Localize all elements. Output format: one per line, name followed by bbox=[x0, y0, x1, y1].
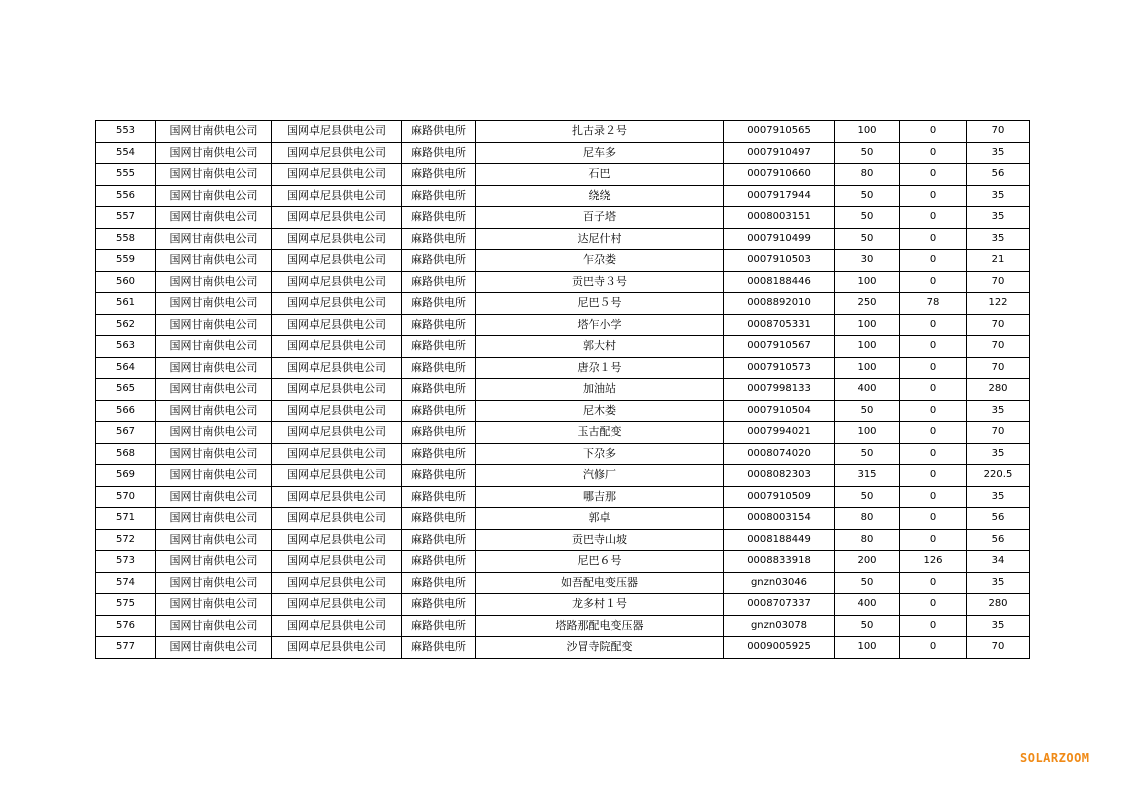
used-cell: 0 bbox=[900, 250, 967, 272]
transformer-name-cell: 郭卓 bbox=[476, 508, 724, 530]
company-cell: 国网甘南供电公司 bbox=[156, 443, 272, 465]
transformer-name-cell: 塔路那配电变压器 bbox=[476, 615, 724, 637]
capacity-cell: 100 bbox=[835, 357, 900, 379]
capacity-cell: 200 bbox=[835, 551, 900, 573]
available-cell: 35 bbox=[967, 486, 1030, 508]
table-row bbox=[96, 271, 1030, 293]
company-cell: 国网甘南供电公司 bbox=[156, 572, 272, 594]
transformer-name-cell: 百子塔 bbox=[476, 207, 724, 229]
transformer-name-cell: 扎古录２号 bbox=[476, 121, 724, 143]
company-cell: 国网甘南供电公司 bbox=[156, 594, 272, 616]
capacity-cell: 50 bbox=[835, 185, 900, 207]
capacity-cell: 400 bbox=[835, 379, 900, 401]
county-company-cell: 国网卓尼县供电公司 bbox=[272, 422, 402, 444]
available-cell: 35 bbox=[967, 400, 1030, 422]
used-cell: 0 bbox=[900, 185, 967, 207]
capacity-cell: 100 bbox=[835, 422, 900, 444]
meter-id-cell: 0008892010 bbox=[724, 293, 835, 315]
used-cell: 0 bbox=[900, 594, 967, 616]
meter-id-cell: 0007910565 bbox=[724, 121, 835, 143]
table-row bbox=[96, 551, 1030, 573]
row-index: 570 bbox=[96, 486, 156, 508]
available-cell: 35 bbox=[967, 207, 1030, 229]
row-index: 577 bbox=[96, 637, 156, 659]
used-cell: 0 bbox=[900, 314, 967, 336]
meter-id-cell: 0007910660 bbox=[724, 164, 835, 186]
station-cell: 麻路供电所 bbox=[402, 486, 476, 508]
table-row bbox=[96, 486, 1030, 508]
county-company-cell: 国网卓尼县供电公司 bbox=[272, 164, 402, 186]
row-index: 564 bbox=[96, 357, 156, 379]
available-cell: 35 bbox=[967, 572, 1030, 594]
county-company-cell: 国网卓尼县供电公司 bbox=[272, 142, 402, 164]
company-cell: 国网甘南供电公司 bbox=[156, 637, 272, 659]
station-cell: 麻路供电所 bbox=[402, 594, 476, 616]
company-cell: 国网甘南供电公司 bbox=[156, 142, 272, 164]
table-row bbox=[96, 121, 1030, 143]
company-cell: 国网甘南供电公司 bbox=[156, 486, 272, 508]
used-cell: 0 bbox=[900, 465, 967, 487]
used-cell: 0 bbox=[900, 529, 967, 551]
station-cell: 麻路供电所 bbox=[402, 422, 476, 444]
table-row bbox=[96, 443, 1030, 465]
station-cell: 麻路供电所 bbox=[402, 164, 476, 186]
station-cell: 麻路供电所 bbox=[402, 400, 476, 422]
meter-id-cell: 0007910509 bbox=[724, 486, 835, 508]
table-row bbox=[96, 572, 1030, 594]
row-index: 566 bbox=[96, 400, 156, 422]
row-index: 559 bbox=[96, 250, 156, 272]
available-cell: 280 bbox=[967, 379, 1030, 401]
meter-id-cell: 0007910503 bbox=[724, 250, 835, 272]
available-cell: 70 bbox=[967, 637, 1030, 659]
row-index: 574 bbox=[96, 572, 156, 594]
used-cell: 0 bbox=[900, 443, 967, 465]
table-row bbox=[96, 250, 1030, 272]
capacity-cell: 50 bbox=[835, 228, 900, 250]
station-cell: 麻路供电所 bbox=[402, 314, 476, 336]
watermark-logo: SOLARZOOM bbox=[1020, 751, 1090, 765]
capacity-cell: 50 bbox=[835, 443, 900, 465]
table-row bbox=[96, 594, 1030, 616]
company-cell: 国网甘南供电公司 bbox=[156, 465, 272, 487]
available-cell: 70 bbox=[967, 357, 1030, 379]
capacity-cell: 250 bbox=[835, 293, 900, 315]
row-index: 565 bbox=[96, 379, 156, 401]
row-index: 558 bbox=[96, 228, 156, 250]
company-cell: 国网甘南供电公司 bbox=[156, 379, 272, 401]
row-index: 576 bbox=[96, 615, 156, 637]
table-row bbox=[96, 637, 1030, 659]
company-cell: 国网甘南供电公司 bbox=[156, 164, 272, 186]
row-index: 573 bbox=[96, 551, 156, 573]
available-cell: 56 bbox=[967, 164, 1030, 186]
transformer-name-cell: 如吾配电变压器 bbox=[476, 572, 724, 594]
transformer-name-cell: 唐尕１号 bbox=[476, 357, 724, 379]
company-cell: 国网甘南供电公司 bbox=[156, 400, 272, 422]
meter-id-cell: 0008833918 bbox=[724, 551, 835, 573]
county-company-cell: 国网卓尼县供电公司 bbox=[272, 314, 402, 336]
company-cell: 国网甘南供电公司 bbox=[156, 357, 272, 379]
capacity-cell: 80 bbox=[835, 164, 900, 186]
available-cell: 70 bbox=[967, 336, 1030, 358]
capacity-cell: 50 bbox=[835, 400, 900, 422]
table-body bbox=[96, 121, 1030, 659]
transformer-name-cell: 贡巴寺山坡 bbox=[476, 529, 724, 551]
transformer-name-cell: 尼车多 bbox=[476, 142, 724, 164]
county-company-cell: 国网卓尼县供电公司 bbox=[272, 336, 402, 358]
used-cell: 0 bbox=[900, 486, 967, 508]
transformer-name-cell: 哪吉那 bbox=[476, 486, 724, 508]
available-cell: 35 bbox=[967, 443, 1030, 465]
company-cell: 国网甘南供电公司 bbox=[156, 293, 272, 315]
row-index: 557 bbox=[96, 207, 156, 229]
used-cell: 0 bbox=[900, 228, 967, 250]
available-cell: 56 bbox=[967, 508, 1030, 530]
available-cell: 220.5 bbox=[967, 465, 1030, 487]
row-index: 571 bbox=[96, 508, 156, 530]
county-company-cell: 国网卓尼县供电公司 bbox=[272, 207, 402, 229]
used-cell: 0 bbox=[900, 400, 967, 422]
meter-id-cell: 0007910499 bbox=[724, 228, 835, 250]
available-cell: 34 bbox=[967, 551, 1030, 573]
company-cell: 国网甘南供电公司 bbox=[156, 529, 272, 551]
used-cell: 0 bbox=[900, 508, 967, 530]
capacity-cell: 100 bbox=[835, 271, 900, 293]
county-company-cell: 国网卓尼县供电公司 bbox=[272, 185, 402, 207]
capacity-cell: 400 bbox=[835, 594, 900, 616]
county-company-cell: 国网卓尼县供电公司 bbox=[272, 465, 402, 487]
county-company-cell: 国网卓尼县供电公司 bbox=[272, 508, 402, 530]
transformer-name-cell: 郭大村 bbox=[476, 336, 724, 358]
table-row bbox=[96, 142, 1030, 164]
row-index: 569 bbox=[96, 465, 156, 487]
station-cell: 麻路供电所 bbox=[402, 293, 476, 315]
available-cell: 70 bbox=[967, 422, 1030, 444]
county-company-cell: 国网卓尼县供电公司 bbox=[272, 271, 402, 293]
station-cell: 麻路供电所 bbox=[402, 529, 476, 551]
transformer-name-cell: 汽修厂 bbox=[476, 465, 724, 487]
row-index: 561 bbox=[96, 293, 156, 315]
station-cell: 麻路供电所 bbox=[402, 207, 476, 229]
meter-id-cell: 0008188446 bbox=[724, 271, 835, 293]
station-cell: 麻路供电所 bbox=[402, 336, 476, 358]
table-row bbox=[96, 164, 1030, 186]
county-company-cell: 国网卓尼县供电公司 bbox=[272, 572, 402, 594]
used-cell: 0 bbox=[900, 121, 967, 143]
station-cell: 麻路供电所 bbox=[402, 615, 476, 637]
used-cell: 0 bbox=[900, 572, 967, 594]
table-row bbox=[96, 465, 1030, 487]
station-cell: 麻路供电所 bbox=[402, 637, 476, 659]
county-company-cell: 国网卓尼县供电公司 bbox=[272, 379, 402, 401]
meter-id-cell: 0007910567 bbox=[724, 336, 835, 358]
transformer-name-cell: 玉古配变 bbox=[476, 422, 724, 444]
meter-id-cell: 0007994021 bbox=[724, 422, 835, 444]
meter-id-cell: 0008707337 bbox=[724, 594, 835, 616]
meter-id-cell: 0008003151 bbox=[724, 207, 835, 229]
available-cell: 35 bbox=[967, 142, 1030, 164]
transformer-name-cell: 沙冒寺院配变 bbox=[476, 637, 724, 659]
table-row bbox=[96, 400, 1030, 422]
transformer-name-cell: 石巴 bbox=[476, 164, 724, 186]
station-cell: 麻路供电所 bbox=[402, 443, 476, 465]
used-cell: 0 bbox=[900, 422, 967, 444]
table-row bbox=[96, 508, 1030, 530]
row-index: 560 bbox=[96, 271, 156, 293]
available-cell: 70 bbox=[967, 271, 1030, 293]
transformer-name-cell: 下尕多 bbox=[476, 443, 724, 465]
row-index: 555 bbox=[96, 164, 156, 186]
county-company-cell: 国网卓尼县供电公司 bbox=[272, 529, 402, 551]
company-cell: 国网甘南供电公司 bbox=[156, 551, 272, 573]
company-cell: 国网甘南供电公司 bbox=[156, 121, 272, 143]
used-cell: 0 bbox=[900, 336, 967, 358]
available-cell: 35 bbox=[967, 185, 1030, 207]
meter-id-cell: 0007917944 bbox=[724, 185, 835, 207]
used-cell: 0 bbox=[900, 615, 967, 637]
station-cell: 麻路供电所 bbox=[402, 185, 476, 207]
meter-id-cell: 0008188449 bbox=[724, 529, 835, 551]
table-row bbox=[96, 314, 1030, 336]
capacity-cell: 50 bbox=[835, 486, 900, 508]
county-company-cell: 国网卓尼县供电公司 bbox=[272, 400, 402, 422]
used-cell: 0 bbox=[900, 164, 967, 186]
row-index: 572 bbox=[96, 529, 156, 551]
company-cell: 国网甘南供电公司 bbox=[156, 336, 272, 358]
station-cell: 麻路供电所 bbox=[402, 508, 476, 530]
meter-id-cell: gnzn03078 bbox=[724, 615, 835, 637]
station-cell: 麻路供电所 bbox=[402, 250, 476, 272]
row-index: 554 bbox=[96, 142, 156, 164]
transformer-name-cell: 尼巴５号 bbox=[476, 293, 724, 315]
company-cell: 国网甘南供电公司 bbox=[156, 314, 272, 336]
meter-id-cell: 0007910497 bbox=[724, 142, 835, 164]
company-cell: 国网甘南供电公司 bbox=[156, 508, 272, 530]
available-cell: 280 bbox=[967, 594, 1030, 616]
used-cell: 126 bbox=[900, 551, 967, 573]
capacity-cell: 50 bbox=[835, 572, 900, 594]
used-cell: 0 bbox=[900, 142, 967, 164]
meter-id-cell: 0008003154 bbox=[724, 508, 835, 530]
company-cell: 国网甘南供电公司 bbox=[156, 228, 272, 250]
county-company-cell: 国网卓尼县供电公司 bbox=[272, 637, 402, 659]
station-cell: 麻路供电所 bbox=[402, 572, 476, 594]
station-cell: 麻路供电所 bbox=[402, 228, 476, 250]
table-row bbox=[96, 615, 1030, 637]
county-company-cell: 国网卓尼县供电公司 bbox=[272, 594, 402, 616]
county-company-cell: 国网卓尼县供电公司 bbox=[272, 357, 402, 379]
station-cell: 麻路供电所 bbox=[402, 271, 476, 293]
transformer-name-cell: 乍尕娄 bbox=[476, 250, 724, 272]
meter-id-cell: 0008082303 bbox=[724, 465, 835, 487]
used-cell: 0 bbox=[900, 637, 967, 659]
capacity-cell: 30 bbox=[835, 250, 900, 272]
meter-id-cell: 0007998133 bbox=[724, 379, 835, 401]
station-cell: 麻路供电所 bbox=[402, 142, 476, 164]
station-cell: 麻路供电所 bbox=[402, 551, 476, 573]
used-cell: 0 bbox=[900, 207, 967, 229]
station-cell: 麻路供电所 bbox=[402, 379, 476, 401]
used-cell: 78 bbox=[900, 293, 967, 315]
meter-id-cell: 0008705331 bbox=[724, 314, 835, 336]
county-company-cell: 国网卓尼县供电公司 bbox=[272, 121, 402, 143]
capacity-cell: 100 bbox=[835, 121, 900, 143]
county-company-cell: 国网卓尼县供电公司 bbox=[272, 228, 402, 250]
capacity-cell: 100 bbox=[835, 336, 900, 358]
available-cell: 21 bbox=[967, 250, 1030, 272]
county-company-cell: 国网卓尼县供电公司 bbox=[272, 486, 402, 508]
county-company-cell: 国网卓尼县供电公司 bbox=[272, 250, 402, 272]
available-cell: 122 bbox=[967, 293, 1030, 315]
table-row bbox=[96, 336, 1030, 358]
table-row bbox=[96, 207, 1030, 229]
county-company-cell: 国网卓尼县供电公司 bbox=[272, 615, 402, 637]
used-cell: 0 bbox=[900, 271, 967, 293]
company-cell: 国网甘南供电公司 bbox=[156, 271, 272, 293]
table-row bbox=[96, 228, 1030, 250]
available-cell: 70 bbox=[967, 121, 1030, 143]
county-company-cell: 国网卓尼县供电公司 bbox=[272, 293, 402, 315]
county-company-cell: 国网卓尼县供电公司 bbox=[272, 443, 402, 465]
available-cell: 35 bbox=[967, 228, 1030, 250]
company-cell: 国网甘南供电公司 bbox=[156, 185, 272, 207]
transformer-name-cell: 绕绕 bbox=[476, 185, 724, 207]
meter-id-cell: gnzn03046 bbox=[724, 572, 835, 594]
table-row bbox=[96, 357, 1030, 379]
capacity-cell: 50 bbox=[835, 615, 900, 637]
capacity-cell: 80 bbox=[835, 508, 900, 530]
used-cell: 0 bbox=[900, 379, 967, 401]
transformer-name-cell: 尼巴６号 bbox=[476, 551, 724, 573]
row-index: 553 bbox=[96, 121, 156, 143]
meter-id-cell: 0007910504 bbox=[724, 400, 835, 422]
table-row bbox=[96, 529, 1030, 551]
county-company-cell: 国网卓尼县供电公司 bbox=[272, 551, 402, 573]
table-row bbox=[96, 293, 1030, 315]
table-row bbox=[96, 379, 1030, 401]
capacity-cell: 100 bbox=[835, 314, 900, 336]
row-index: 556 bbox=[96, 185, 156, 207]
meter-id-cell: 0008074020 bbox=[724, 443, 835, 465]
transformer-name-cell: 加油站 bbox=[476, 379, 724, 401]
company-cell: 国网甘南供电公司 bbox=[156, 422, 272, 444]
company-cell: 国网甘南供电公司 bbox=[156, 207, 272, 229]
transformer-name-cell: 龙多村１号 bbox=[476, 594, 724, 616]
row-index: 562 bbox=[96, 314, 156, 336]
used-cell: 0 bbox=[900, 357, 967, 379]
capacity-cell: 50 bbox=[835, 207, 900, 229]
capacity-cell: 80 bbox=[835, 529, 900, 551]
transformer-name-cell: 塔乍小学 bbox=[476, 314, 724, 336]
company-cell: 国网甘南供电公司 bbox=[156, 250, 272, 272]
transformer-name-cell: 达尼什村 bbox=[476, 228, 724, 250]
available-cell: 70 bbox=[967, 314, 1030, 336]
station-cell: 麻路供电所 bbox=[402, 357, 476, 379]
transformer-name-cell: 尼木娄 bbox=[476, 400, 724, 422]
row-index: 563 bbox=[96, 336, 156, 358]
capacity-cell: 100 bbox=[835, 637, 900, 659]
table-row bbox=[96, 185, 1030, 207]
table-row bbox=[96, 422, 1030, 444]
station-cell: 麻路供电所 bbox=[402, 121, 476, 143]
row-index: 568 bbox=[96, 443, 156, 465]
available-cell: 56 bbox=[967, 529, 1030, 551]
data-table bbox=[95, 120, 1030, 659]
row-index: 567 bbox=[96, 422, 156, 444]
capacity-cell: 315 bbox=[835, 465, 900, 487]
available-cell: 35 bbox=[967, 615, 1030, 637]
station-cell: 麻路供电所 bbox=[402, 465, 476, 487]
company-cell: 国网甘南供电公司 bbox=[156, 615, 272, 637]
meter-id-cell: 0009005925 bbox=[724, 637, 835, 659]
transformer-name-cell: 贡巴寺３号 bbox=[476, 271, 724, 293]
meter-id-cell: 0007910573 bbox=[724, 357, 835, 379]
capacity-cell: 50 bbox=[835, 142, 900, 164]
row-index: 575 bbox=[96, 594, 156, 616]
